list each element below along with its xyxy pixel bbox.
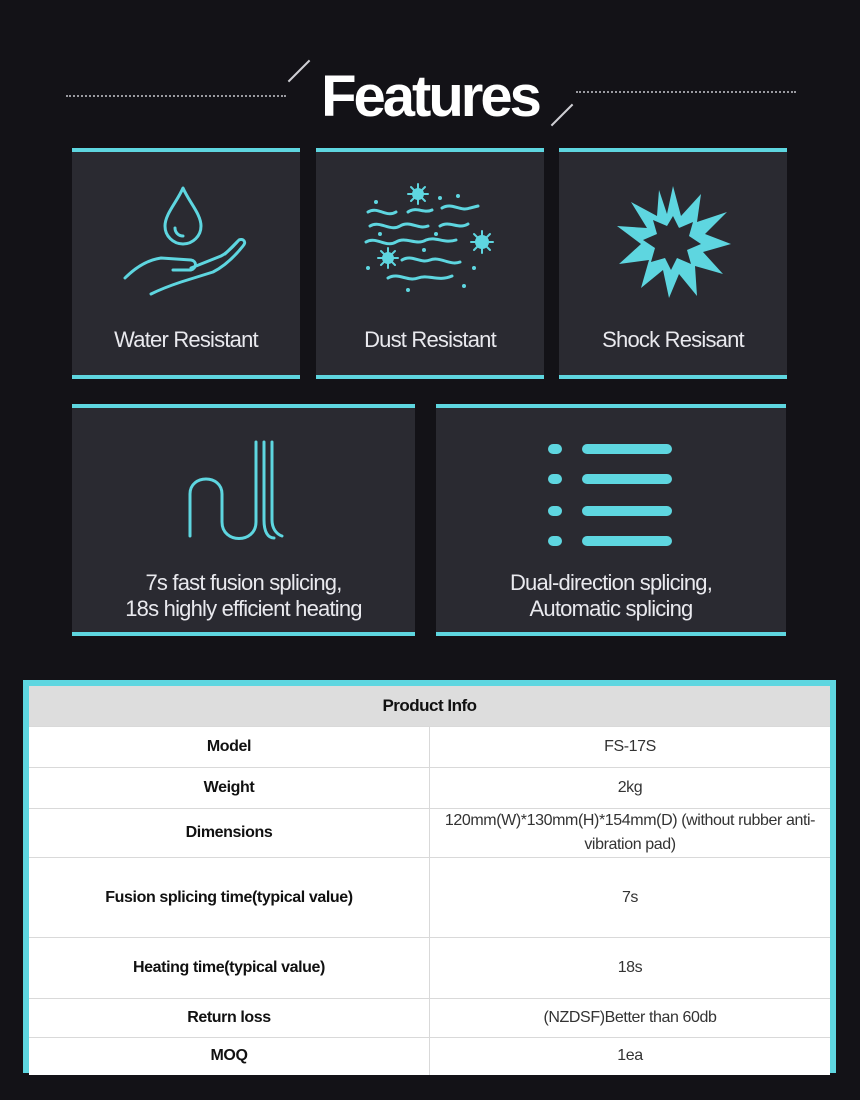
feature-label-line2: 18s highly efficient heating [125, 596, 362, 621]
decorative-dotted-line-right [576, 91, 796, 93]
table-row [29, 809, 830, 858]
table-row [29, 768, 830, 809]
feature-label [72, 570, 415, 622]
row-value: 120mm(W)*130mm(H)*154mm(D) (without rubber anti-vibration pad) [430, 809, 831, 858]
row-key: Dimensions [29, 809, 430, 858]
product-info-table-frame [23, 680, 836, 1073]
table-row [29, 938, 830, 999]
feature-label-line1: 7s fast fusion splicing, [145, 570, 342, 595]
row-key: Model [29, 727, 430, 768]
row-value: 18s [430, 938, 831, 999]
shock-burst-icon [559, 182, 787, 300]
row-key: Return loss [29, 999, 430, 1038]
table-row [29, 727, 830, 768]
table-row [29, 999, 830, 1038]
feature-label [436, 570, 786, 622]
row-key: Weight [29, 768, 430, 809]
feature-label-line2: Automatic splicing [529, 596, 693, 621]
product-info-table [29, 686, 830, 1075]
feature-card-shock [559, 148, 787, 379]
fiber-splice-icon [72, 440, 415, 546]
feature-card-water [72, 148, 300, 379]
dust-wind-icon [316, 182, 544, 300]
table-row [29, 858, 830, 938]
feature-card-dust [316, 148, 544, 379]
row-key: Fusion splicing time(typical value) [29, 858, 430, 938]
row-key: Heating time(typical value) [29, 938, 430, 999]
page-title: Features [321, 64, 539, 129]
row-value: 1ea [430, 1038, 831, 1075]
product-info-title: Product Info [29, 686, 830, 727]
list-lines-icon [436, 440, 786, 546]
feature-label: Shock Resisant [602, 327, 744, 352]
row-value: 7s [430, 858, 831, 938]
water-drop-hand-icon [72, 182, 300, 300]
feature-label: Water Resistant [114, 327, 258, 352]
feature-label: Dust Resistant [364, 327, 496, 352]
row-value: (NZDSF)Better than 60db [430, 999, 831, 1038]
features-header [0, 0, 860, 140]
table-row [29, 1038, 830, 1075]
row-value: 2kg [430, 768, 831, 809]
row-value: FS-17S [430, 727, 831, 768]
feature-card-dual-direction [436, 404, 786, 636]
feature-label-line1: Dual-direction splicing, [509, 570, 713, 595]
feature-card-fusion-splicing [72, 404, 415, 636]
row-key: MOQ [29, 1038, 430, 1075]
